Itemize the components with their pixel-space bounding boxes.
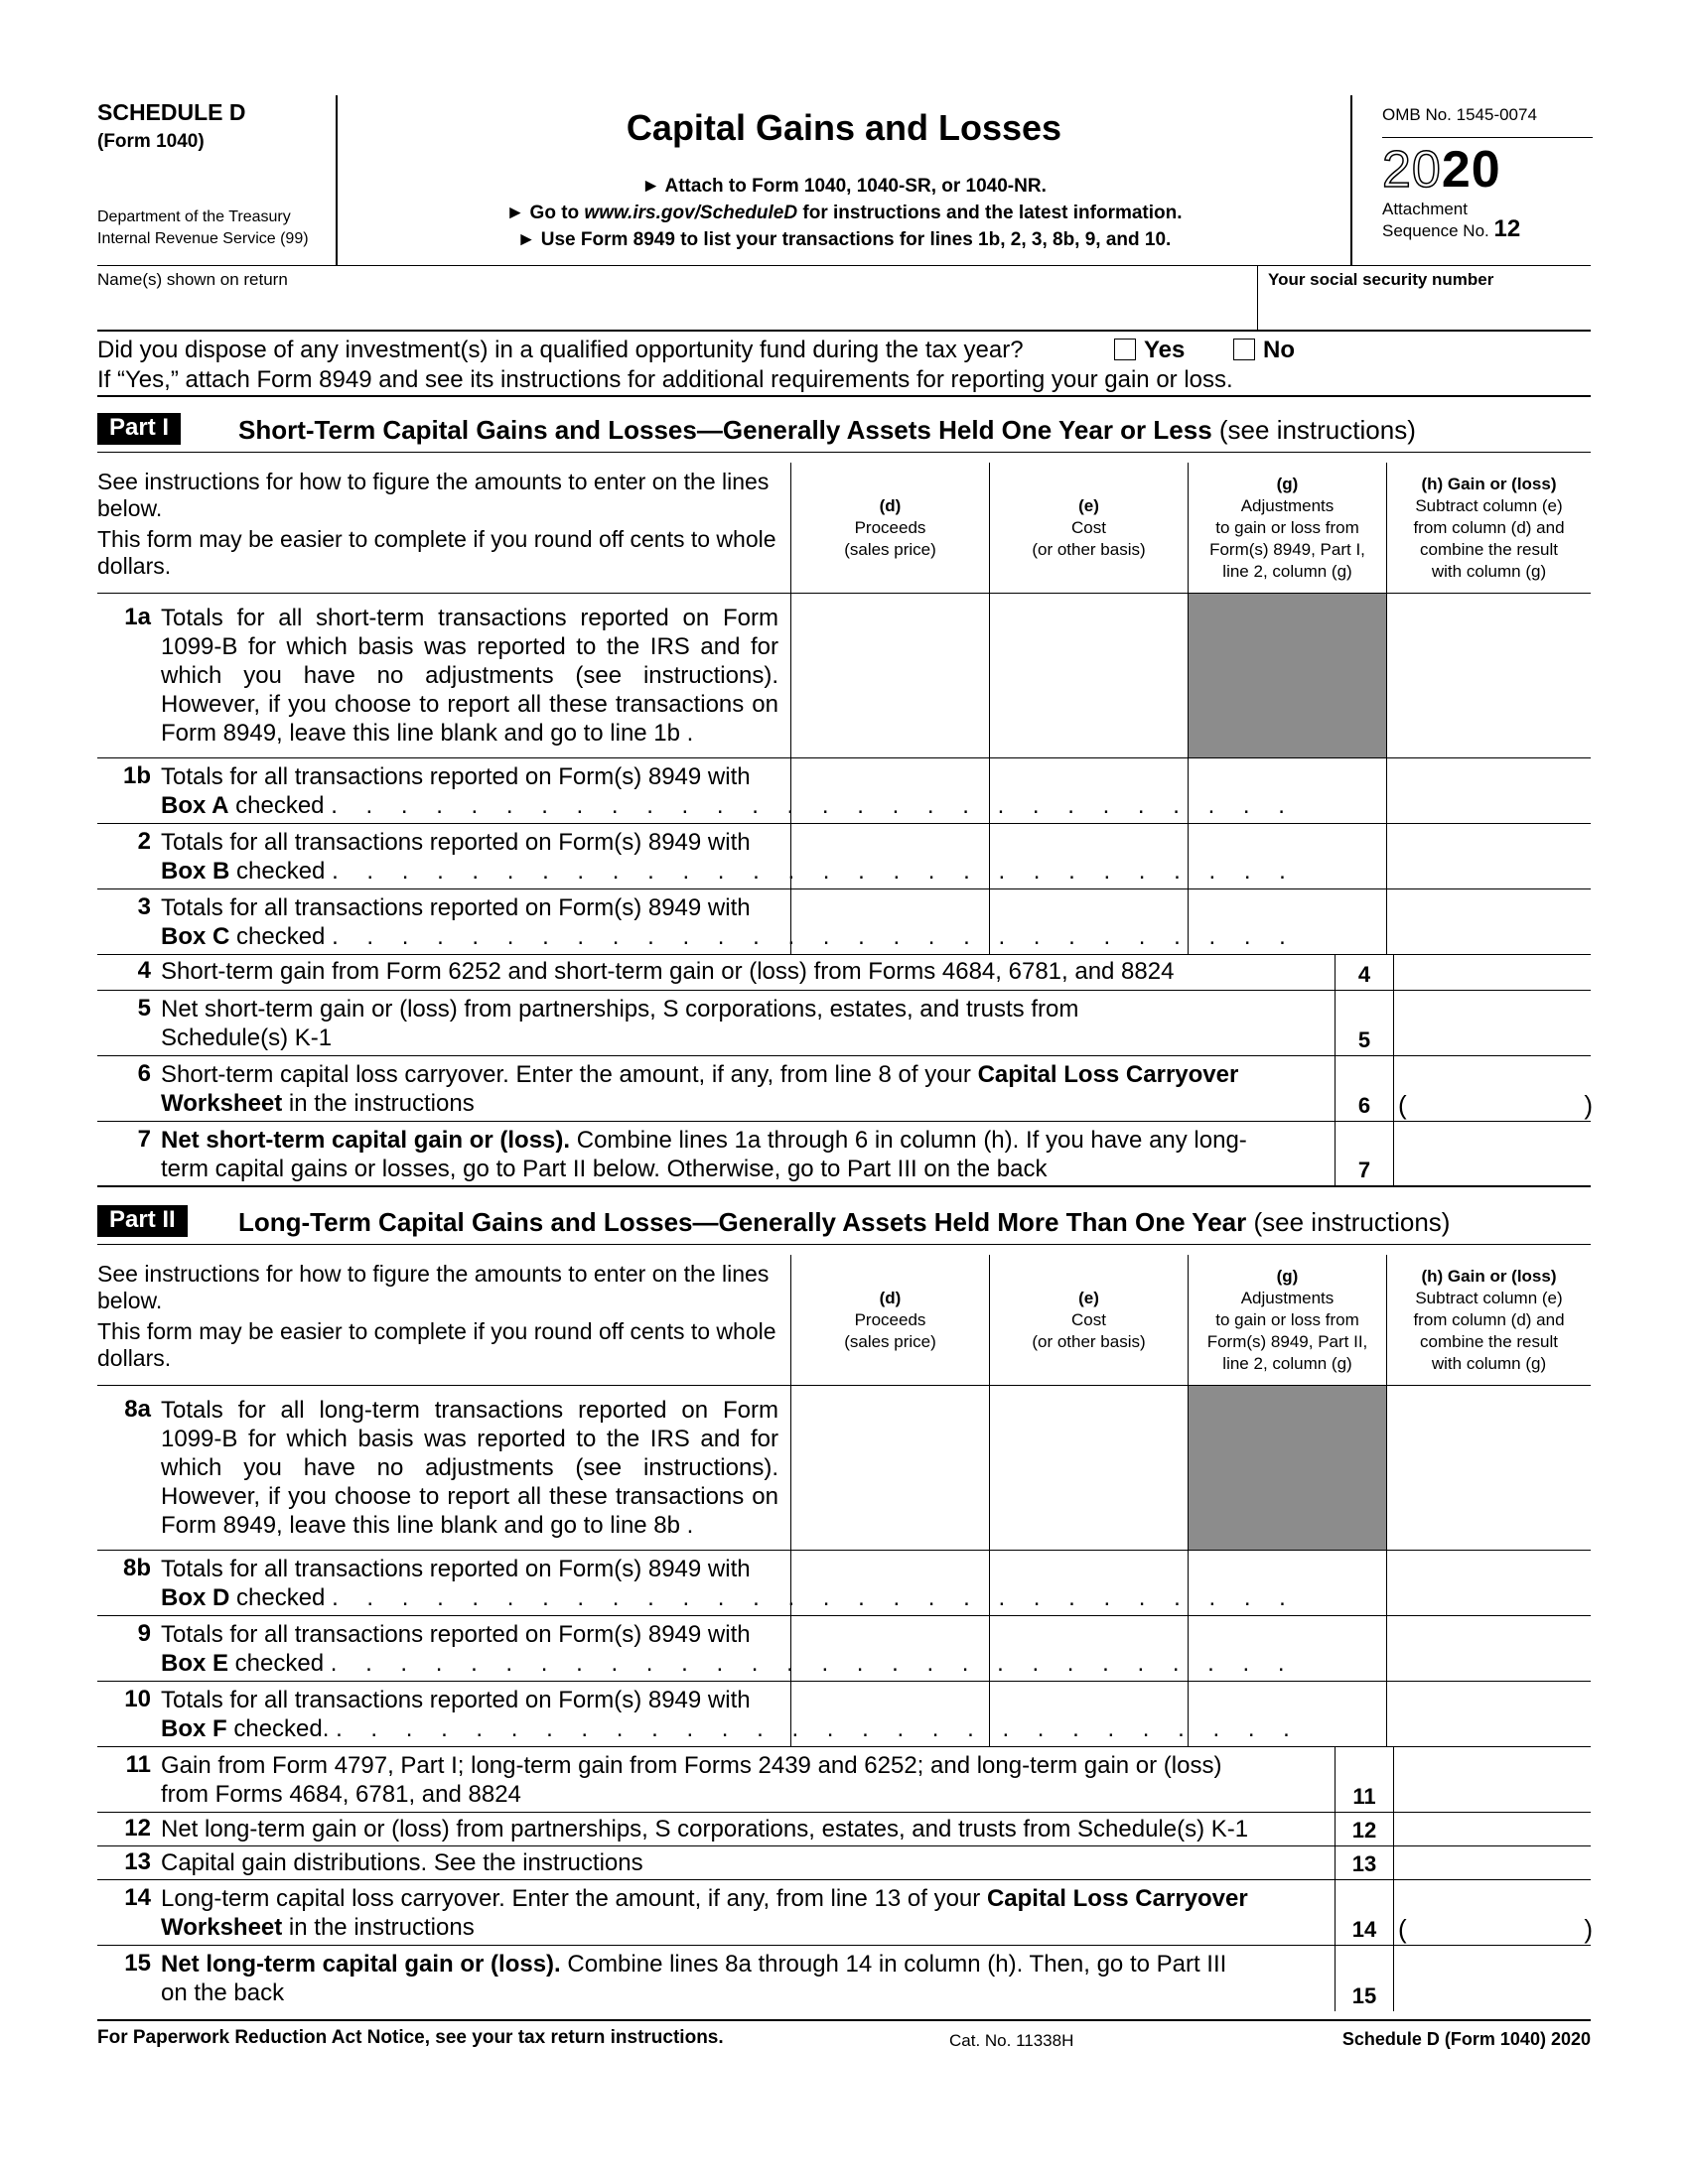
line-text: Short-term capital loss carryover. Enter the amount, if any, from line 8 of your [161, 1061, 978, 1088]
qof-yes-option[interactable] [1114, 336, 1185, 365]
yes-checkbox[interactable] [1114, 339, 1136, 360]
line-text: Totals for all transactions reported on Form(s) 8949 with [161, 1687, 751, 1713]
line-8b-col-d[interactable] [790, 1551, 989, 1615]
line-text-bold-2: Worksheet [161, 1090, 283, 1117]
part1-intro [97, 469, 782, 580]
part1-column-headers [97, 463, 1591, 594]
line-3 [97, 889, 1591, 955]
line-text-rest: checked [228, 1650, 325, 1677]
col-g-l4: line 2, column (g) [1222, 562, 1352, 581]
line-text-rest: checked [229, 1584, 326, 1611]
line-1a-col-h[interactable] [1386, 594, 1591, 757]
col-e-l2: (or other basis) [1032, 540, 1146, 559]
part2-column-headers [97, 1255, 1591, 1386]
ssn-field[interactable] [1257, 266, 1591, 332]
box-number: 4 [1357, 962, 1371, 987]
line-8a-col-g-shaded [1188, 1386, 1386, 1550]
col-e-letter: (e) [1078, 496, 1099, 515]
line-number: 6 [137, 1060, 151, 1087]
line-12 [97, 1813, 1591, 1846]
part1-title [238, 415, 1416, 446]
box-number: 14 [1351, 1917, 1377, 1942]
box-number: 12 [1351, 1818, 1377, 1843]
line-text: Combine lines 8a through 14 in column (h). Then, go to Part III [560, 1951, 1227, 1978]
part1-intro1: See instructions for how to figure the amounts to enter on the lines below. [97, 469, 770, 521]
line-number: 1b [122, 762, 151, 789]
qof-question-text: Did you dispose of any investment(s) in a qualified opportunity fund during the tax year? [97, 337, 1024, 363]
line-2-col-d[interactable] [790, 824, 989, 888]
line-2-col-e[interactable] [989, 824, 1188, 888]
line-text-2: on the back [161, 1979, 285, 2006]
part2-intro [97, 1261, 782, 1372]
form-footer [97, 2019, 1591, 2050]
col-g-l3: Form(s) 8949, Part I, [1209, 540, 1365, 559]
col-g-letter: (g) [1276, 475, 1299, 493]
dept-line2: Internal Revenue Service (99) [97, 230, 309, 247]
col-g-l4: line 2, column (g) [1222, 1354, 1352, 1373]
line-text-bold: Net long-term capital gain or (loss). [161, 1951, 561, 1978]
instruction-attach: ► Attach to Form 1040, 1040-SR, or 1040-NR. [641, 176, 1047, 197]
line-number: 8a [124, 1396, 151, 1423]
col-h-l4: with column (g) [1431, 562, 1547, 581]
col-h-l1: Subtract column (e) [1415, 496, 1563, 515]
close-paren: ) [1584, 1914, 1593, 1944]
line-10-col-d[interactable] [790, 1682, 989, 1746]
department [97, 206, 309, 250]
form-number: (Form 1040) [97, 131, 205, 152]
qof-no-option[interactable] [1233, 336, 1295, 365]
line-14-box [1335, 1880, 1394, 1945]
line-1b-col-e[interactable] [989, 758, 1188, 823]
col-g-letter: (g) [1276, 1267, 1299, 1286]
line-6-box [1335, 1056, 1394, 1121]
line-1a-col-e[interactable] [989, 594, 1188, 757]
col-h-l4: with column (g) [1431, 1354, 1547, 1373]
sequence-label: Sequence No. [1382, 221, 1489, 240]
line-7-box [1335, 1122, 1394, 1185]
line-number: 3 [137, 893, 151, 920]
line-13-box [1335, 1846, 1394, 1879]
col-h-l1: Subtract column (e) [1415, 1289, 1563, 1307]
part1-col-d-header [790, 463, 989, 594]
line-1b [97, 758, 1591, 824]
form-id-block [97, 95, 338, 266]
line-text: Totals for all short-term transactions reported on Form 1099-B for which basis was reported to the IRS and for which you have no adjustments (see instructions). However, if you choose to report all these transactions on Form 8949, leave this line blank and go to line 1b . [161, 605, 778, 747]
col-d-l2: (sales price) [844, 1332, 936, 1351]
close-paren: ) [1584, 1090, 1593, 1120]
line-number: 7 [137, 1126, 151, 1153]
box-number: 5 [1357, 1027, 1371, 1052]
line-8b-col-h[interactable] [1386, 1551, 1591, 1615]
col-h-letter: (h) Gain or (loss) [1421, 1267, 1557, 1286]
line-text: Gain from Form 4797, Part I; long-term gain from Forms 2439 and 6252; and long-term gain or (loss) [161, 1752, 1222, 1779]
form-instructions [338, 173, 1350, 253]
part1-col-h-header [1386, 463, 1591, 594]
line-text-rest: in the instructions [282, 1914, 475, 1941]
instruction-website [338, 200, 1350, 226]
line-text: Capital gain distributions. See the instructions [161, 1849, 643, 1876]
line-1b-col-g[interactable] [1188, 758, 1386, 823]
line-12-box [1335, 1813, 1394, 1845]
omb-number: OMB No. 1545-0074 [1382, 105, 1593, 138]
col-e-l1: Cost [1071, 518, 1106, 537]
part1-col-e-header [989, 463, 1188, 594]
col-d-letter: (d) [879, 1289, 902, 1307]
part1-intro2: This form may be easier to complete if you round off cents to whole dollars. [97, 526, 776, 579]
col-e-letter: (e) [1078, 1289, 1099, 1307]
line-5-box [1335, 991, 1394, 1055]
line-8b-col-g[interactable] [1188, 1551, 1386, 1615]
line-text: Net long-term gain or (loss) from partnerships, S corporations, estates, and trusts from Schedule(s) K-1 [161, 1816, 1249, 1843]
line-2 [97, 824, 1591, 889]
form-title-block [338, 95, 1350, 266]
part1-title-note: (see instructions) [1218, 415, 1416, 445]
box-name: Box A [161, 792, 229, 819]
box-number: 6 [1357, 1093, 1371, 1118]
omb-block [1350, 95, 1591, 266]
line-4-box [1335, 955, 1394, 990]
line-15 [97, 1946, 1591, 2011]
line-15-box [1335, 1946, 1394, 2011]
box-number: 15 [1351, 1983, 1377, 2008]
line-1b-col-h[interactable] [1386, 758, 1591, 823]
part2-title-text: Long-Term Capital Gains and Losses—Generally Assets Held More Than One Year [238, 1207, 1247, 1237]
line-7 [97, 1122, 1591, 1187]
name-label: Name(s) shown on return [97, 270, 288, 289]
line-9-col-e[interactable] [989, 1616, 1188, 1681]
ssn-label: Your social security number [1268, 270, 1494, 289]
leader-dots: . . . . . . . . . . . . . . . . . . . . . . . . . . . . [332, 1584, 1297, 1611]
line-1a-col-d[interactable] [790, 594, 989, 757]
qof-question [97, 336, 1591, 397]
line-text-2: from Forms 4684, 6781, and 8824 [161, 1781, 521, 1808]
line-text-rest: checked [229, 923, 326, 950]
line-6 [97, 1056, 1591, 1122]
line-text-bold: Capital Loss Carryover [977, 1061, 1239, 1088]
part2-col-d-header [790, 1255, 989, 1386]
line-8a-col-h[interactable] [1386, 1386, 1591, 1550]
instruction-8949: ► Use Form 8949 to list your transactions for lines 1b, 2, 3, 8b, 9, and 10. [516, 229, 1172, 250]
no-checkbox[interactable] [1233, 339, 1255, 360]
paperwork-notice: For Paperwork Reduction Act Notice, see your tax return instructions. [97, 2027, 724, 2048]
line-6-amount[interactable] [1394, 1056, 1591, 1121]
col-h-l2: from column (d) and [1413, 1310, 1565, 1329]
line-text: Totals for all transactions reported on Form(s) 8949 with [161, 894, 751, 921]
line-3-col-h[interactable] [1386, 889, 1591, 954]
line-text: Net short-term gain or (loss) from partnerships, S corporations, estates, and trusts from [161, 996, 1079, 1023]
line-11-box [1335, 1747, 1394, 1812]
line-text: Totals for all long-term transactions reported on Form 1099-B for which basis was reported to the IRS and for which you have no adjustments (see instructions). However, if you choose to report all these transactions on Form 8949, leave this line blank and go to line 8b . [161, 1397, 778, 1539]
line-3-col-e[interactable] [989, 889, 1188, 954]
instruction-website-post: for instructions and the latest information. [797, 203, 1183, 223]
leader-dots: . . . . . . . . . . . . . . . . . . . . . . . . . . . . [331, 792, 1296, 819]
line-text: Totals for all transactions reported on Form(s) 8949 with [161, 1621, 751, 1648]
box-number: 11 [1352, 1784, 1376, 1809]
col-g-l2: to gain or loss from [1215, 1310, 1359, 1329]
line-1a-col-g-shaded [1188, 594, 1386, 757]
line-text: Totals for all transactions reported on Form(s) 8949 with [161, 763, 751, 790]
line-text-rest: in the instructions [282, 1090, 475, 1117]
col-d-l1: Proceeds [854, 518, 926, 537]
line-14 [97, 1880, 1591, 1946]
part1-col-g-header [1188, 463, 1386, 594]
dept-line1: Department of the Treasury [97, 208, 291, 225]
line-5-amount[interactable] [1394, 991, 1591, 1055]
line-8a [97, 1386, 1591, 1551]
instruction-website-pre: ► Go to [505, 203, 585, 223]
part1-header [97, 397, 1591, 453]
leader-dots: . . . . . . . . . . . . . . . . . . . . . . . . . . . . [332, 858, 1297, 885]
line-text: Totals for all transactions reported on Form(s) 8949 with [161, 1556, 751, 1582]
qof-note: If “Yes,” attach Form 8949 and see its instructions for additional requirements for reporting your gain or loss. [97, 366, 1233, 393]
footer-form-id: Schedule D (Form 1040) 2020 [1341, 2029, 1591, 2049]
col-h-l2: from column (d) and [1413, 518, 1565, 537]
line-13-amount[interactable] [1394, 1846, 1591, 1879]
col-g-l2: to gain or loss from [1215, 518, 1359, 537]
box-name: Box B [161, 858, 230, 885]
box-name: Box F [161, 1715, 227, 1742]
col-h-l3: combine the result [1420, 540, 1558, 559]
line-11-amount[interactable] [1394, 1747, 1591, 1812]
part2-label: Part II [97, 1205, 188, 1237]
part2-intro2: This form may be easier to complete if you round off cents to whole dollars. [97, 1318, 776, 1371]
line-4-amount[interactable] [1394, 955, 1591, 990]
no-label: No [1263, 337, 1295, 363]
part2-col-h-header [1386, 1255, 1591, 1386]
line-4 [97, 955, 1591, 991]
form-title: Capital Gains and Losses [626, 107, 1062, 148]
leader-dots: . . . . . . . . . . . . . . . . . . . . . . . . . . . . [332, 923, 1297, 950]
line-text: Long-term capital loss carryover. Enter the amount, if any, from line 13 of your [161, 1885, 987, 1912]
part1-label: Part I [97, 413, 181, 445]
line-number: 8b [122, 1555, 151, 1581]
col-g-l1: Adjustments [1240, 496, 1335, 515]
col-h-l3: combine the result [1420, 1332, 1558, 1351]
line-9-col-g[interactable] [1188, 1616, 1386, 1681]
line-text-2: term capital gains or losses, go to Part II below. Otherwise, go to Part III on the back [161, 1156, 1048, 1182]
line-8b [97, 1551, 1591, 1616]
line-1b-col-d[interactable] [790, 758, 989, 823]
line-3-col-g[interactable] [1188, 889, 1386, 954]
yes-label: Yes [1144, 337, 1186, 363]
year-bold: 20 [1441, 141, 1501, 199]
box-name: Box D [161, 1584, 230, 1611]
line-text: Short-term gain from Form 6252 and short-term gain or (loss) from Forms 4684, 6781, and 8824 [161, 958, 1175, 985]
line-8a-col-d[interactable] [790, 1386, 989, 1550]
irs-url-link[interactable]: www.irs.gov/ScheduleD [584, 203, 798, 223]
line-11 [97, 1747, 1591, 1813]
line-text: Combine lines 1a through 6 in column (h). If you have any long- [570, 1127, 1247, 1154]
line-number: 10 [124, 1686, 151, 1712]
line-number: 9 [137, 1620, 151, 1647]
col-g-l3: Form(s) 8949, Part II, [1206, 1332, 1368, 1351]
line-12-amount[interactable] [1394, 1813, 1591, 1845]
line-2-col-g[interactable] [1188, 824, 1386, 888]
part2-intro1: See instructions for how to figure the amounts to enter on the lines below. [97, 1261, 770, 1313]
line-number: 11 [125, 1751, 151, 1778]
line-number: 5 [137, 995, 151, 1022]
line-number: 4 [137, 957, 151, 984]
box-number: 13 [1351, 1851, 1377, 1876]
line-text: Totals for all transactions reported on Form(s) 8949 with [161, 829, 751, 856]
line-3-col-d[interactable] [790, 889, 989, 954]
attachment-label: Attachment [1382, 200, 1468, 218]
line-7-amount[interactable] [1394, 1122, 1591, 1185]
line-text-bold: Capital Loss Carryover [986, 1885, 1248, 1912]
line-10-col-g[interactable] [1188, 1682, 1386, 1746]
line-9-col-d[interactable] [790, 1616, 989, 1681]
leader-dots: . . . . . . . . . . . . . . . . . . . . . . . . . . . . [336, 1715, 1301, 1742]
line-number: 13 [124, 1848, 151, 1875]
box-name: Box C [161, 923, 230, 950]
col-h-letter: (h) Gain or (loss) [1421, 475, 1557, 493]
line-number: 2 [137, 828, 151, 855]
tax-year [1382, 140, 1591, 200]
line-text-rest: checked [229, 858, 326, 885]
line-1a [97, 594, 1591, 758]
line-text-bold-2: Worksheet [161, 1914, 283, 1941]
schedule-name: SCHEDULE D [97, 99, 246, 125]
line-2-col-h[interactable] [1386, 824, 1591, 888]
line-number: 14 [124, 1884, 151, 1911]
box-name: Box E [161, 1650, 229, 1677]
line-8b-col-e[interactable] [989, 1551, 1188, 1615]
line-8a-col-e[interactable] [989, 1386, 1188, 1550]
part2-col-e-header [989, 1255, 1188, 1386]
line-14-amount[interactable] [1394, 1880, 1591, 1945]
col-g-l1: Adjustments [1240, 1289, 1335, 1307]
line-13 [97, 1846, 1591, 1880]
line-10-col-h[interactable] [1386, 1682, 1591, 1746]
line-text-2: Schedule(s) K-1 [161, 1024, 333, 1051]
line-10-col-e[interactable] [989, 1682, 1188, 1746]
line-5 [97, 991, 1591, 1056]
col-d-l2: (sales price) [844, 540, 936, 559]
leader-dots: . . . . . . . . . . . . . . . . . . . . . . . . . . . . [330, 1650, 1296, 1677]
box-number: 7 [1357, 1158, 1371, 1182]
open-paren: ( [1398, 1914, 1407, 1944]
line-number: 15 [124, 1950, 151, 1977]
sequence-number: 12 [1493, 215, 1521, 242]
year-outline: 20 [1382, 141, 1442, 199]
line-9 [97, 1616, 1591, 1682]
line-text-rest: checked. [226, 1715, 330, 1742]
form-header [97, 95, 1591, 266]
catalog-number: Cat. No. 11338H [949, 2031, 1074, 2050]
line-10 [97, 1682, 1591, 1747]
line-number: 12 [124, 1815, 151, 1842]
col-d-letter: (d) [879, 496, 902, 515]
part1-title-text: Short-Term Capital Gains and Losses—Generally Assets Held One Year or Less [238, 415, 1212, 445]
line-number: 1a [124, 604, 151, 630]
col-d-l1: Proceeds [854, 1310, 926, 1329]
line-9-col-h[interactable] [1386, 1616, 1591, 1681]
attachment-sequence [1382, 200, 1591, 241]
line-text-rest: checked [228, 792, 325, 819]
part2-header [97, 1189, 1591, 1245]
part2-title-note: (see instructions) [1253, 1207, 1451, 1237]
part2-title [238, 1207, 1450, 1238]
part2-col-g-header [1188, 1255, 1386, 1386]
col-e-l2: (or other basis) [1032, 1332, 1146, 1351]
open-paren: ( [1398, 1090, 1407, 1120]
line-text-bold: Net short-term capital gain or (loss). [161, 1127, 571, 1154]
col-e-l1: Cost [1071, 1310, 1106, 1329]
line-15-amount[interactable] [1394, 1946, 1591, 2011]
name-row [97, 266, 1591, 332]
